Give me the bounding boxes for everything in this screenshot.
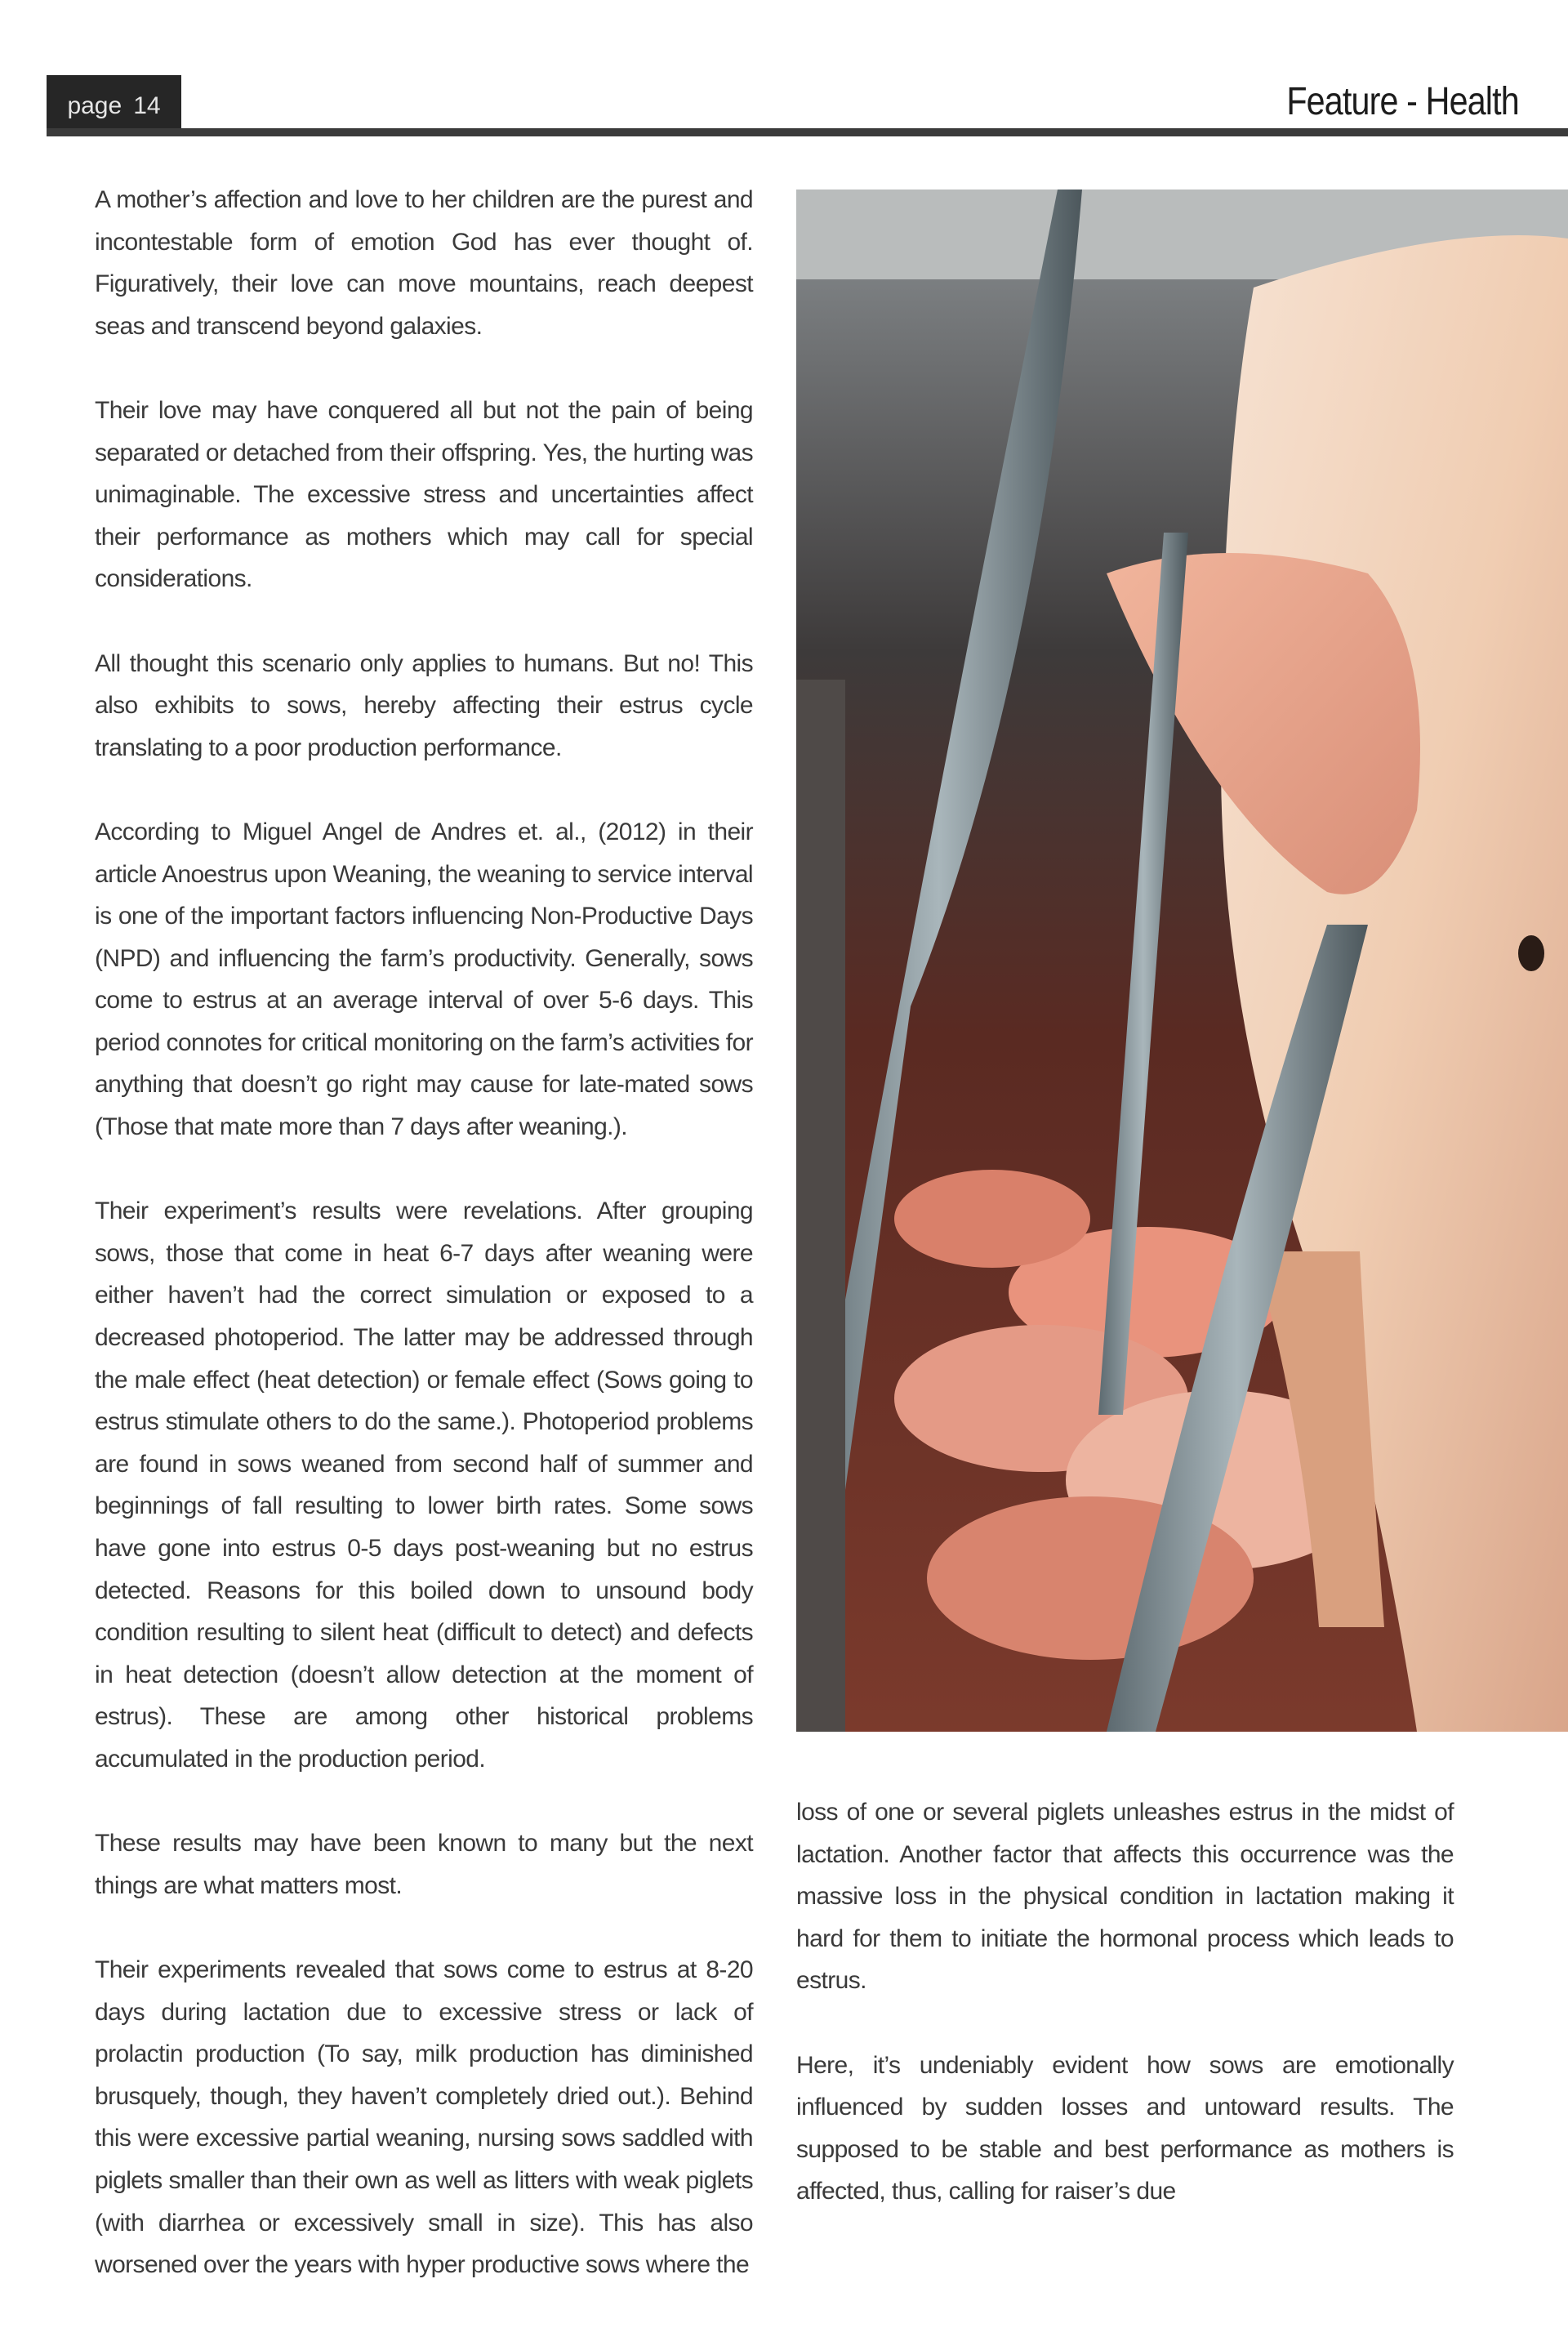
page-number-tab <box>47 75 181 136</box>
paragraph: Their experiment’s results were revelations. After grouping sows, those that come in heat 6-7 days after weaning were either haven’t had the correct simulation or exposed to a decreased photoperiod. The latter may be addressed through the male effect (heat detection) or female effect (Sows going to estrus stimulate others to do the same.). Photoperiod problems are found in sows weaned from second half of summer and beginnings of fall resulting to lower birth rates. Some sows have gone into estrus 0-5 days post-weaning but no estrus detected. Reasons for this boiled down to unsound body condition resulting to silent heat (difficult to detect) and defects in heat detection (doesn’t allow detection at the moment of estrus). These are among other historical problems accumulated in the production period. <box>95 1197 753 1773</box>
paragraph: loss of one or several piglets unleashes estrus in the midst of lactation. Another factor that affects this occurrence was the massive loss in the physical condition in lactation making it hard for them to initiate the hormonal process which leads to estrus. <box>796 1799 1454 1995</box>
paragraph: According to Miguel Angel de Andres et. al., (2012) in their article Anoestrus upon Weaning, the weaning to service interval is one of the important factors influencing Non-Productive Days (NPD) and influencing the farm’s productivity. Generally, sows come to estrus at an average interval of over 5-6 days. This period connotes for critical monitoring on the farm’s activities for anything that doesn’t go right may cause for late-mated sows (Those that mate more than 7 days after weaning.). <box>95 818 753 1141</box>
right-text-column <box>796 1791 1454 2255</box>
paragraph: Their love may have conquered all but not the pain of being separated or detached from their offspring. Yes, the hurting was unimaginable. The excessive stress and uncertainties affect their performance as mothers which may call for special considerations. <box>95 396 753 593</box>
header-rule <box>47 128 1568 136</box>
left-text-column <box>95 179 753 2328</box>
page-label: page <box>67 91 122 119</box>
page-number: 14 <box>133 91 161 119</box>
paragraph: These results may have been known to many but the next things are what matters most. <box>95 1830 753 1899</box>
section-title: Feature - Health <box>1286 80 1519 123</box>
paragraph: A mother’s affection and love to her children are the purest and incontestable form of emotion God has ever thought of. Figuratively, their love can move mountains, reach deepest seas and transcend beyond galaxies. <box>95 186 753 340</box>
sow-photo <box>796 190 1568 1732</box>
paragraph: Here, it’s undeniably evident how sows are emotionally influenced by sudden losses and untoward results. The supposed to be stable and best performance as mothers is affected, thus, calling for raiser’s due <box>796 2051 1454 2205</box>
paragraph: Their experiments revealed that sows come to estrus at 8-20 days during lactation due to excessive stress or lack of prolactin production (To say, milk production has diminished brusquely, though, they haven’t completely dried out.). Behind this were excessive partial weaning, nursing sows saddled with piglets smaller than their own as well as litters with weak piglets (with diarrhea or excessively small in size). This has also worsened over the years with hyper productive sows where the <box>95 1956 753 2279</box>
sow-photo-illustration <box>796 190 1568 1732</box>
paragraph: All thought this scenario only applies to humans. But no! This also exhibits to sows, hereby affecting their estrus cycle translating to a poor production performance. <box>95 649 753 761</box>
